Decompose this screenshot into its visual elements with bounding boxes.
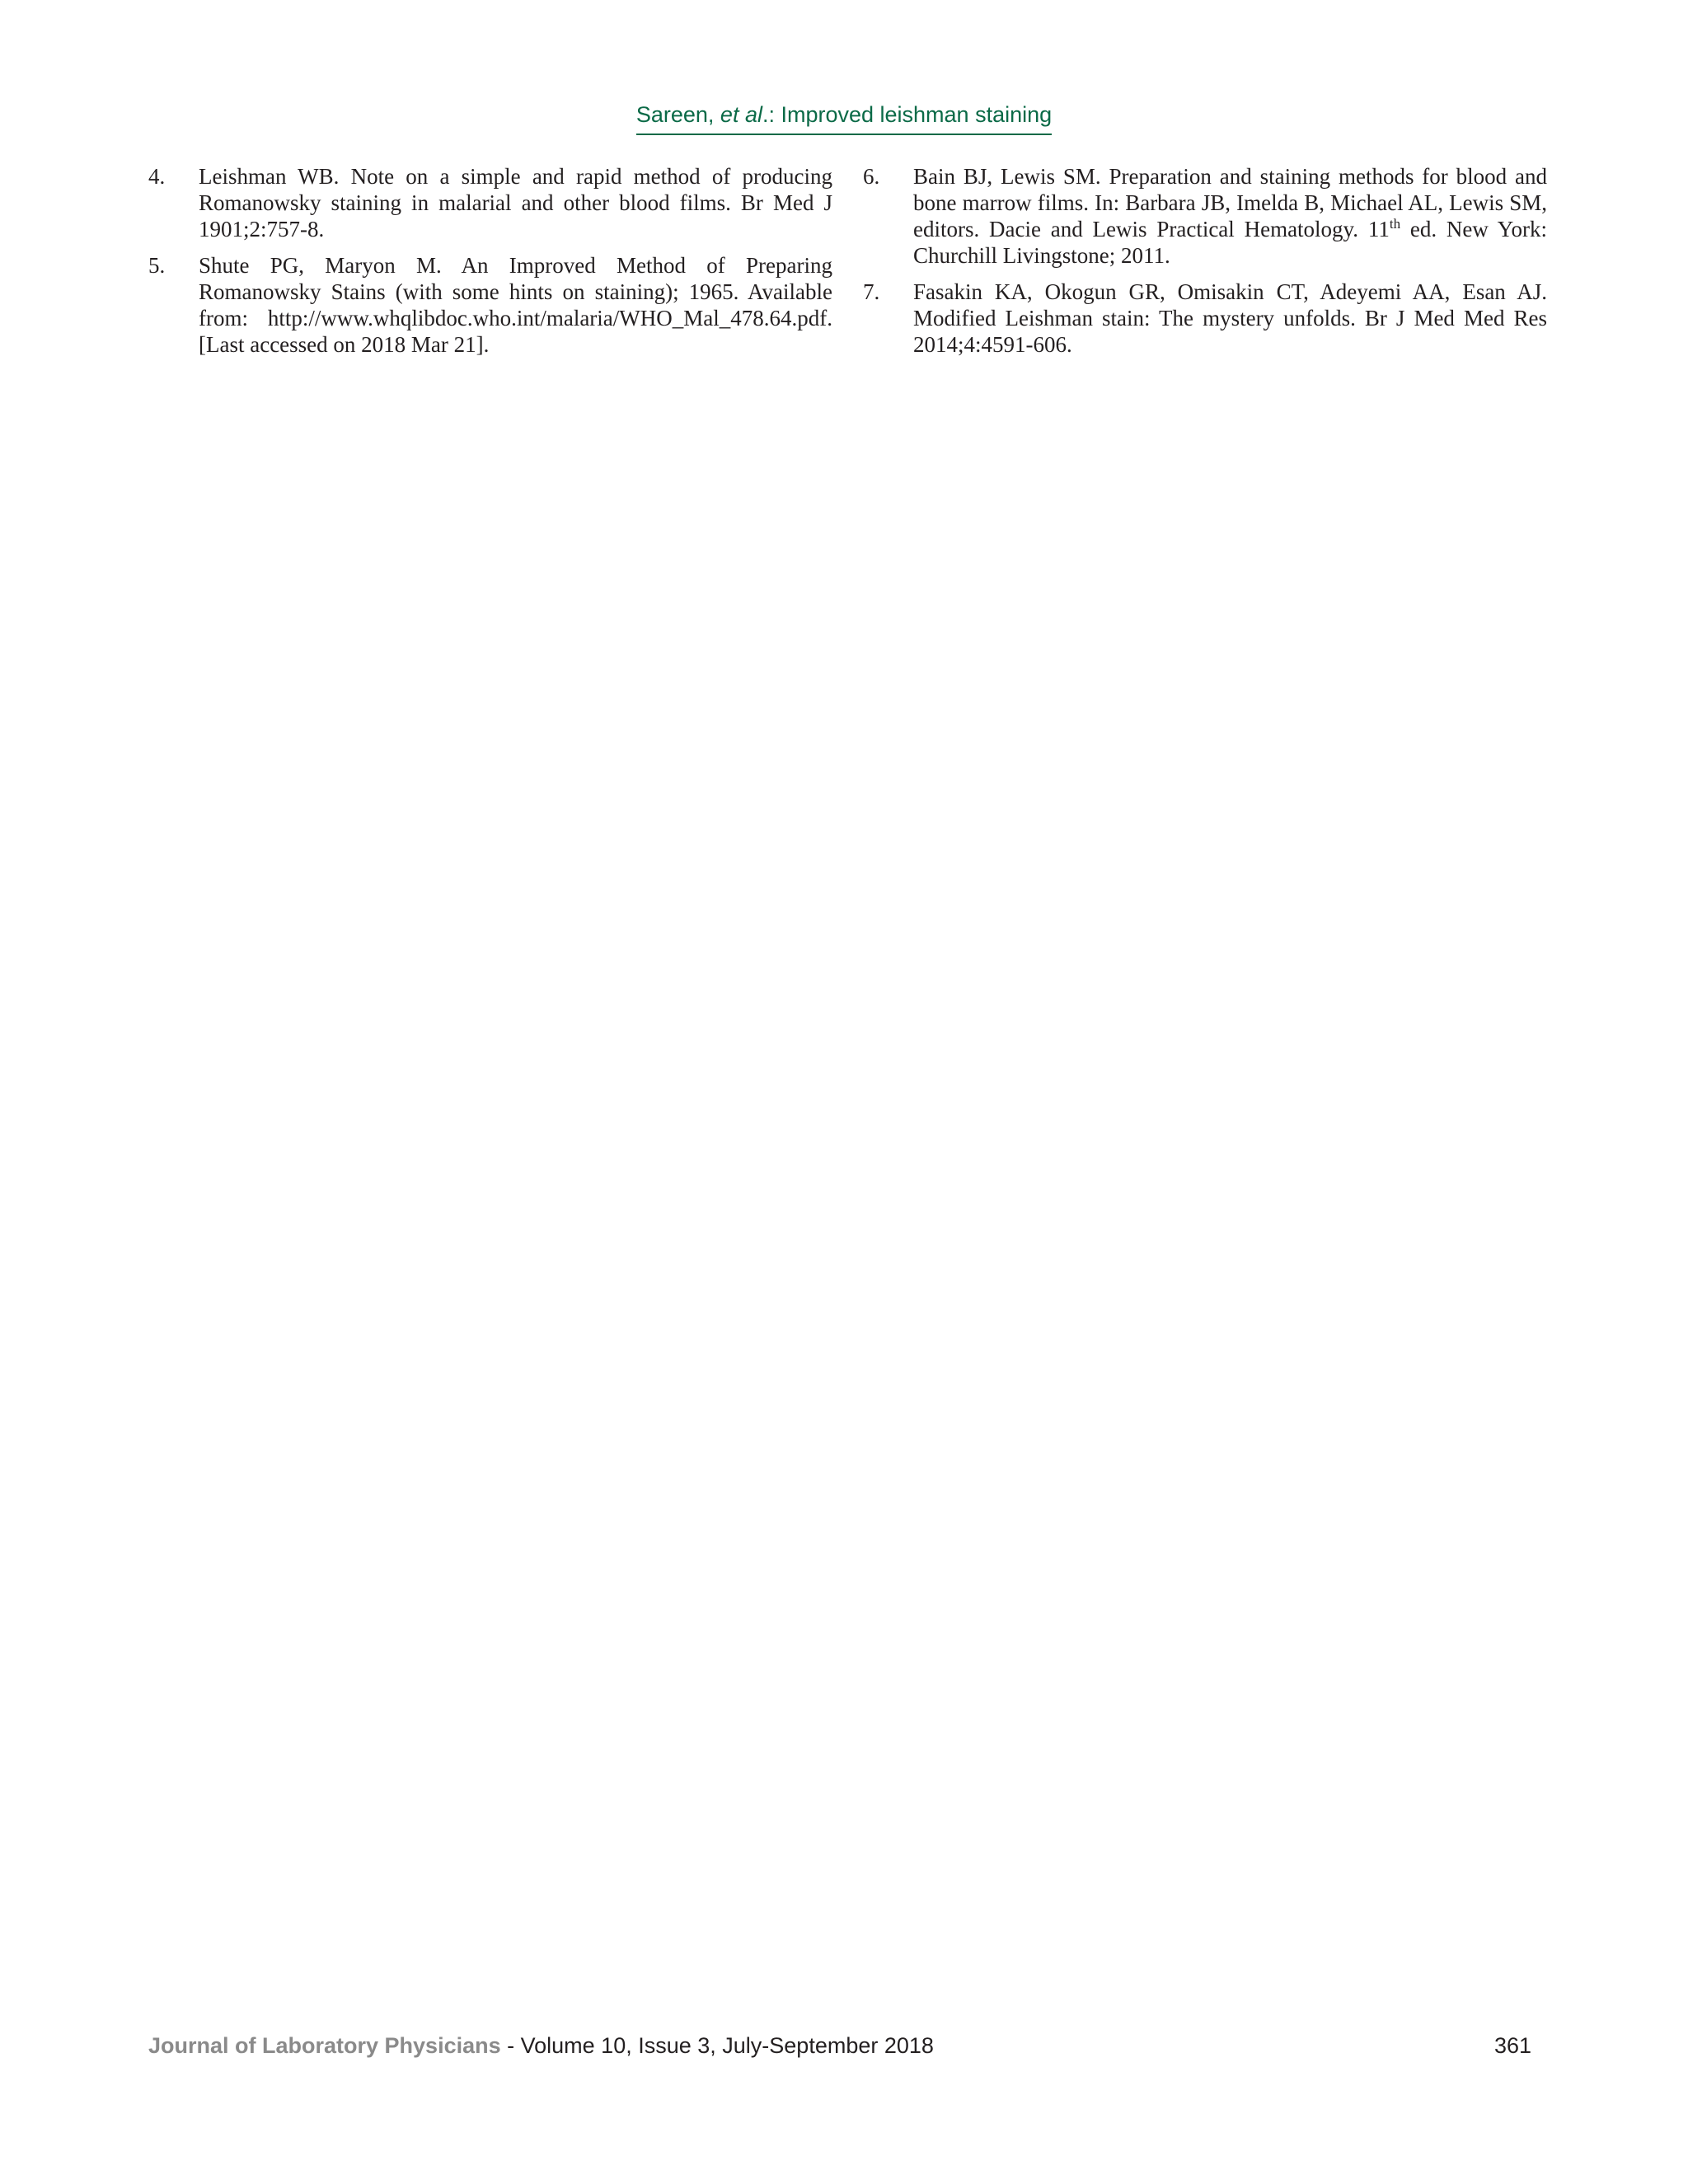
reference-text: Leishman WB. Note on a simple and rapid method of producing Romanowsky staining in malarial and other blood films. Br Med J 1901;2:757-8. [199, 164, 832, 241]
footer-issue-info: - Volume 10, Issue 3, July-September 2018 [500, 2033, 934, 2058]
header-authors: Sareen, [635, 102, 720, 127]
reference-text [913, 163, 1547, 269]
reference-item [148, 252, 832, 358]
reference-number: 6. [863, 164, 880, 189]
header-title: .: Improved leishman staining [762, 102, 1053, 127]
page-footer [148, 2031, 1531, 2060]
reference-number: 5. [148, 253, 166, 278]
reference-text: Fasakin KA, Okogun GR, Omisakin CT, Adeyemi AA, Esan AJ. Modified Leishman stain: The mystery unfolds. Br J Med Med Res 2014;4:4591-606. [913, 279, 1547, 357]
reference-number: 4. [148, 164, 166, 189]
reference-item [148, 163, 832, 242]
reference-text-part: Bain BJ, Lewis SM. Preparation and staining methods for blood and bone marrow films. In: Barbara JB, Imelda B, Michael AL, Lewis SM, editors. Dacie and Lewis Practical Hematology. 11 [913, 164, 1547, 241]
footer-journal-name: Journal of Laboratory Physicians [148, 2033, 501, 2058]
reference-number: 7. [863, 279, 880, 304]
header-etal: et al [720, 102, 762, 127]
running-header [0, 99, 1688, 135]
edition-superscript: th [1389, 216, 1401, 232]
references-left-column [148, 163, 832, 368]
reference-text: Shute PG, Maryon M. An Improved Method of Preparing Romanowsky Stains (with some hints on staining); 1965. Available from: http://www.whqlibdoc.who.int/malaria/WHO_Mal_478.64.pdf. [Last accessed on 2018 Mar 21]. [199, 253, 832, 357]
reference-text-part: ed. New York: Churchill Livingstone; 2011. [913, 217, 1547, 268]
page-number: 361 [1493, 2033, 1531, 2058]
reference-item [863, 163, 1547, 269]
reference-item [863, 279, 1547, 358]
references-right-column [863, 163, 1547, 368]
running-header-text [636, 99, 1052, 135]
